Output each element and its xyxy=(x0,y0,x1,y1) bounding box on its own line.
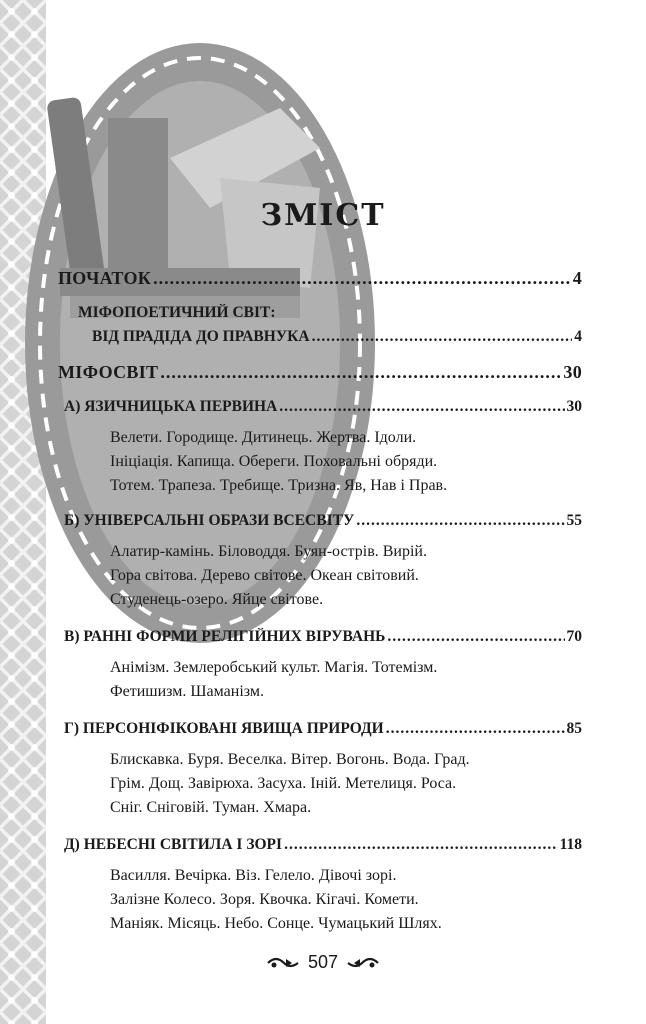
leader-dots xyxy=(284,836,558,854)
toc-item-line: Фетишизм. Шаманізм. xyxy=(110,683,264,700)
toc-item-line: Гора світова. Дерево світове. Океан світовий. xyxy=(110,567,419,584)
page-number: 507 xyxy=(307,952,339,972)
toc-section-b xyxy=(64,512,582,530)
toc-item-line: Алатир-камінь. Біловоддя. Буян-острів. Вирій. xyxy=(110,543,427,560)
toc-section-label: Б) УНІВЕРСАЛЬНІ ОБРАЗИ ВСЕСВІТУ xyxy=(64,512,355,529)
toc-section-label: А) ЯЗИЧНИЦЬКА ПЕРВИНА xyxy=(64,398,278,415)
toc-item-line: Блискавка. Буря. Веселка. Вітер. Вогонь. Вода. Град. xyxy=(110,751,470,768)
toc-section-label: Г) ПЕРСОНІФІКОВАНІ ЯВИЩА ПРИРОДИ xyxy=(64,720,384,737)
toc-section-v-items xyxy=(110,656,580,704)
toc-entry-label: МІФОСВІТ xyxy=(58,362,159,382)
toc-entry-label: ВІД ПРАДІДА ДО ПРАВНУКА xyxy=(92,328,310,345)
toc-section-b-items xyxy=(110,540,580,612)
toc-section-h-items xyxy=(110,748,580,820)
toc-section-a-items xyxy=(110,426,580,498)
toc-entry-page: 30 xyxy=(563,362,582,382)
toc-item-line: Василля. Вечірка. Віз. Гелело. Дівочі зорі. xyxy=(110,867,397,884)
toc-item-line: Сніг. Сніговій. Туман. Хмара. xyxy=(110,799,312,816)
leader-dots xyxy=(153,268,571,289)
toc-section-v xyxy=(64,628,582,646)
leader-dots xyxy=(279,398,564,416)
leader-dots xyxy=(356,512,564,530)
toc-section-page: 118 xyxy=(559,836,582,853)
toc-entry-label: МІФОПОЕТИЧНИЙ СВІТ: xyxy=(78,304,276,321)
toc-entry-page: 4 xyxy=(572,268,582,288)
toc-section-page: 55 xyxy=(566,512,582,529)
toc-section-a xyxy=(64,398,582,416)
toc-entry-mifopoetychnyi-line2 xyxy=(92,328,582,346)
toc-entry-page: 4 xyxy=(574,328,582,345)
leader-dots xyxy=(387,628,564,646)
toc-entry-mifopoetychnyi-line1 xyxy=(78,304,582,322)
page-footer xyxy=(0,952,646,973)
toc-section-label: Д) НЕБЕСНІ СВІТИЛА І ЗОРІ xyxy=(64,836,283,853)
toc-section-page: 85 xyxy=(566,720,582,737)
leader-dots xyxy=(386,720,565,738)
page-title: ЗМІСТ xyxy=(260,198,386,233)
leader-dots xyxy=(160,362,561,383)
toc-item-line: Студенець-озеро. Яйце світове. xyxy=(110,591,324,608)
toc-item-line: Анімізм. Землеробський культ. Магія. Тотемізм. xyxy=(110,659,438,676)
toc-entry-pochatok xyxy=(58,268,582,289)
toc-item-line: Маніяк. Місяць. Небо. Сонце. Чумацький Шлях. xyxy=(110,915,442,932)
toc-section-d xyxy=(64,836,582,854)
toc-section-label: В) РАННІ ФОРМИ РЕЛІГІЙНИХ ВІРУВАНЬ xyxy=(64,628,386,645)
leader-dots xyxy=(312,328,573,346)
ornament-left-icon xyxy=(266,955,300,971)
toc-section-h xyxy=(64,720,582,738)
toc-section-page: 30 xyxy=(566,398,582,415)
toc-item-line: Велети. Городище. Дитинець. Жертва. Ідоли. xyxy=(110,429,417,446)
ornament-right-icon xyxy=(346,955,380,971)
toc-section-d-items xyxy=(110,864,580,936)
toc-item-line: Залізне Колесо. Зоря. Квочка. Кігачі. Комети. xyxy=(110,891,419,908)
toc-item-line: Грім. Дощ. Завірюха. Засуха. Іній. Метелиця. Роса. xyxy=(110,775,457,792)
toc-item-line: Тотем. Трапеза. Требище. Тризна. Яв, Нав і Прав. xyxy=(110,477,448,494)
toc-item-line: Ініціація. Капища. Обереги. Поховальні обряди. xyxy=(110,453,438,470)
toc-entry-label: ПОЧАТОК xyxy=(58,268,152,288)
toc-entry-mifosvit xyxy=(58,362,582,383)
toc-section-page: 70 xyxy=(566,628,582,645)
